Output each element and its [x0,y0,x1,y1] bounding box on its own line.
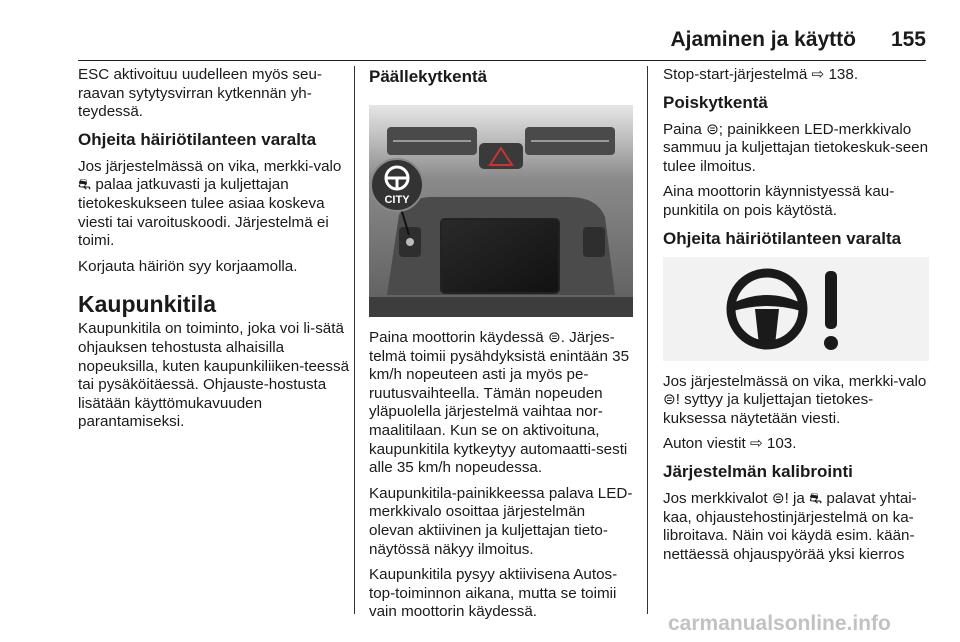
engine-start-paragraph: Aina moottorin käynnistyessä kau-punkitila on pois käytöstä. [663,183,895,219]
column-3 [663,66,929,571]
switch-on-heading: Päällekytkentä [369,67,488,86]
page-header [78,22,926,52]
column-divider-1 [354,66,355,614]
city-mode-heading: Kaupunkitila [78,291,217,318]
calibration-paragraph: Jos merkkivalot ⊜! ja ⛐ palavat yhtai-kaa, ohjaustehostinjärjestelmä on ka-libroitava. Näin voi käydä esim. kään-nettäessä ohjauspyörää yksi kierros [663,489,917,563]
page-number: 155 [890,28,926,51]
activation-paragraph: Paina moottorin käydessä ⊜. Järjes-telmä toimii pysähdyksistä enintään 35 km/h nopeuteen asti ja myös pe-ruutusvaihteella. Tämän nopeuden yläpuolella järjestelmä vaihtaa nor-maalitilaan. Kun se on aktivoituna, kaupunkitila kytkeytyy automaatti-sesti alle 35 km/h nopeudessa. [369,329,630,477]
warning-light-image [663,257,929,361]
led-paragraph: Kaupunkitila-painikkeessa palava LED-merkkivalo osoittaa järjestelmän olevan aktiivinen ja kuljettajan tieto-näytössä näkyy ilmoitus. [369,484,633,558]
column-1 [78,66,354,439]
city-mode-paragraph: Kaupunkitila on toiminto, joka voi li-sätä ohjauksen tehostusta alhaisilla nopeuksilla, kuten kaupunkiliiken-teessä tai pysäköitäessä. Ohjauste-hostusta lisätään käyttömukavuuden parantamiseksi. [78,320,350,431]
fault-paragraph: Jos järjestelmässä on vika, merkki-valo ⛐ palaa jatkuvasti ja kuljettajan tietokeskukseen tulee asiaa koskeva viesti tai varoituskoodi. Järjestelmä ei toimi. [78,157,342,250]
repair-paragraph: Korjauta häiriön syy korjaamolla. [78,257,298,275]
stop-start-reference: Stop-start-järjestelmä ⇨ 138. [663,66,859,83]
esc-paragraph: ESC aktivoituu uudelleen myös seu-raavan sytytysvirran kytkennän yh-teydessä. [78,66,322,121]
troubleshooting-heading-2: Ohjeita häiriötilanteen varalta [663,228,902,248]
steering-warning-icon [663,257,929,361]
watermark: carmanualsonline.info [668,612,891,635]
switch-off-heading: Poiskytkentä [663,92,768,112]
dashboard-photo [369,105,633,317]
column-2 [369,66,633,629]
column-divider-2 [647,66,648,614]
section-title: Ajaminen ja käyttö [670,28,856,51]
calibration-heading: Järjestelmän kalibrointi [663,461,853,481]
city-button-label: CITY [384,194,410,206]
autostop-paragraph: Kaupunkitila pysyy aktiivisena Autos-top-toiminnon aikana, mutta se toimii vain moottorin käydessä. [369,566,618,621]
fault-light-paragraph: Jos järjestelmässä on vika, merkki-valo ⊜! syttyy ja kuljettajan tietokes-kuksessa näytetään viesti. [663,372,927,427]
header-rule [78,60,926,61]
troubleshooting-heading: Ohjeita häiriötilanteen varalta [78,129,317,149]
vehicle-messages-reference: Auton viestit ⇨ 103. [663,435,797,453]
dashboard-illustration [369,105,633,317]
switch-off-paragraph: Paina ⊜; painikkeen LED-merkkivalo sammuu ja kuljettajan tietokeskuk-seen tulee ilmoitus. [663,120,929,175]
